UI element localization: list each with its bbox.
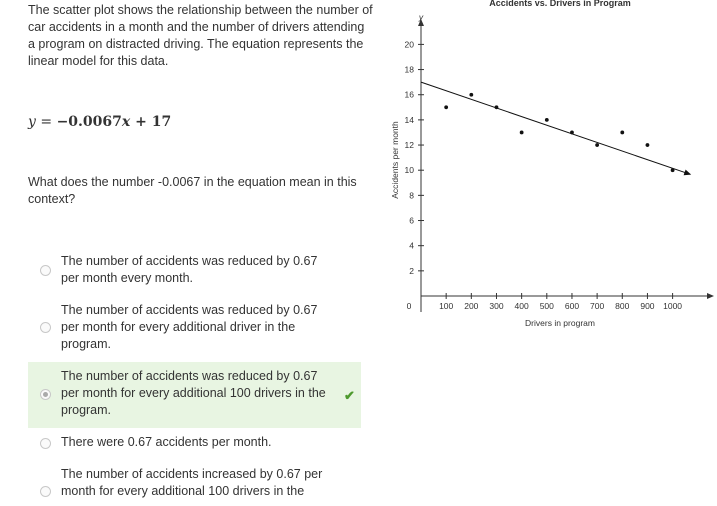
x-tick-label: 600 [564, 301, 580, 311]
data-point [671, 168, 675, 172]
y-tick-label: 12 [404, 140, 414, 151]
equation-coefficient: −0.0067 [56, 114, 122, 130]
answer-option-2[interactable] [28, 302, 361, 354]
answer-option-1[interactable] [28, 253, 361, 289]
x-tick-label: 200 [464, 301, 479, 311]
data-point [595, 143, 599, 147]
question-ask: What does the number -0.0067 in the equation mean in this context? [28, 175, 357, 206]
answer-option-label: The number of accidents was reduced by 0.67 per month for every additional driver in the program. [61, 303, 318, 351]
answer-option-4[interactable] [28, 434, 361, 454]
data-point [545, 118, 549, 122]
y-tick-label: 18 [404, 64, 414, 75]
y-tick-label: 4 [409, 240, 414, 251]
trend-line [421, 82, 690, 174]
answer-option-3[interactable] [28, 362, 361, 428]
chart-title: Accidents vs. Drivers in Program [489, 0, 631, 8]
equation-equals: = [35, 114, 57, 130]
answer-option-label: The number of accidents increased by 0.67 per month for every additional 100 drivers in the [61, 467, 323, 498]
data-point [444, 105, 448, 109]
x-tick-label: 700 [590, 301, 605, 311]
y-tick-label: 6 [409, 215, 414, 226]
answer-option-label: There were 0.67 accidents per month. [61, 435, 272, 449]
data-point [520, 131, 524, 135]
data-point [495, 105, 499, 109]
x-tick-label: 500 [539, 301, 554, 311]
radio-button[interactable] [40, 438, 51, 449]
y-tick-label: 10 [404, 165, 414, 176]
y-axis-label: Accidents per month [390, 121, 400, 199]
x-tick-label: 900 [640, 301, 655, 311]
y-tick-label: 20 [404, 39, 414, 50]
radio-button-selected[interactable] [40, 389, 51, 400]
x-axis-label: Drivers in program [525, 318, 595, 328]
x-tick-label: 300 [489, 301, 504, 311]
y-axis-letter: y [418, 12, 424, 22]
y-tick-label: 14 [404, 114, 414, 125]
answer-option-label: The number of accidents was reduced by 0.67 per month for every additional 100 drivers in the program. [61, 369, 326, 417]
correct-check-icon: ✔ [344, 388, 355, 403]
y-tick-label: 2 [409, 265, 414, 276]
radio-button[interactable] [40, 322, 51, 333]
x-tick-label: 400 [514, 301, 529, 311]
equation-constant: + 17 [130, 114, 172, 130]
question-prompt: The scatter plot shows the relationship between the number of car accidents in a month and the number of drivers attending a program on distracted driving. The equation represents the linear model for this data. [28, 3, 373, 68]
x-tick-label: 1000 [663, 301, 683, 311]
data-point [469, 93, 473, 97]
data-point [570, 131, 574, 135]
equation-lhs: y [28, 114, 36, 130]
data-point [646, 143, 650, 147]
origin-label: 0 [406, 301, 412, 311]
equation-variable: x [121, 114, 131, 130]
y-tick-label: 16 [404, 89, 414, 100]
x-tick-label: 800 [615, 301, 630, 311]
linear-equation [28, 114, 171, 130]
data-point [620, 131, 624, 135]
radio-button[interactable] [40, 486, 51, 497]
scatter-chart [383, 0, 717, 340]
answer-option-label: The number of accidents was reduced by 0.67 per month every month. [61, 254, 318, 285]
y-tick-label: 8 [409, 190, 414, 201]
answer-option-5[interactable] [28, 466, 361, 506]
x-tick-label: 100 [439, 301, 454, 311]
radio-button[interactable] [40, 265, 51, 276]
